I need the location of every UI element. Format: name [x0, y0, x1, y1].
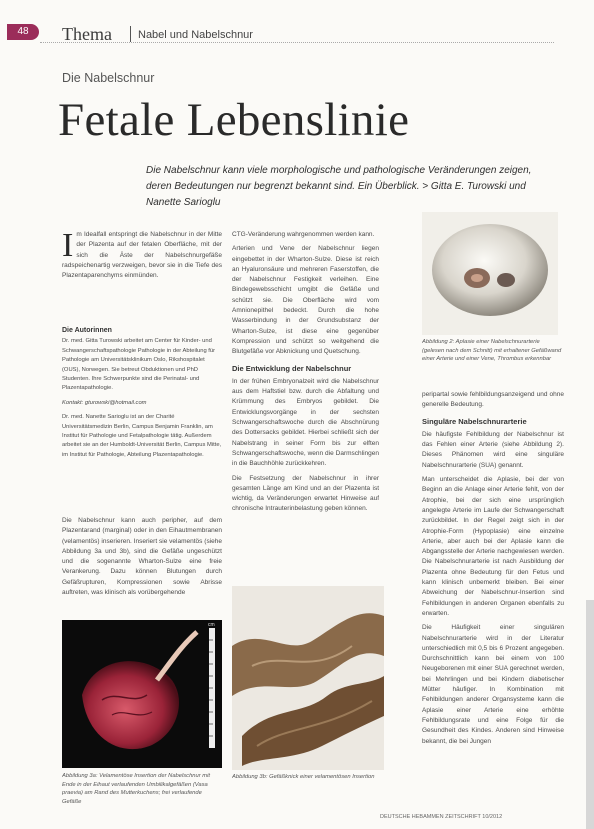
- scale-unit: cm: [208, 622, 215, 628]
- author-1-bio: Dr. med. Gitta Turowski arbeitet am Center für Kinder- und Schwangerschaftspathologie Pathologie in der Abteilung für Pathologie am Universitätsklinikum Oslo, Rikshospitalet (OUS), Norwegen. Sie betreut Obduktionen und PhD Studenten. Ihre Schwerpunkte sind die Perinatal- und Plazentapathologie.: [62, 338, 216, 392]
- article-overline: Die Nabelschnur: [62, 71, 155, 85]
- figure-3b-caption: Abbildung 3b: Gefäßknick einer velamentösen Insertion: [232, 774, 375, 780]
- paragraph: In der frühen Embryonalzeit wird die Nabelschnur aus dem Haftstiel bzw. durch die Abfaltung und Krümmung des Embryos gebildet. Die Entwicklungsvorgänge in der sechsten Schwangerschaftswoche durch die Abschnürung des Dottersacks gebildet. Hierbei schließt sich der Nabelstrang in seiner Form bis zur elften Schwangerschaftswoche, wenn die Darmschlingen in die Bauchhöhle zurückkehren.: [232, 377, 379, 468]
- figure-3a-caption: Abbildung 3a: Velamentöse Insertion der Nabelschnur mit Ende in der Eihaut verlaufenden Umbilikalgefäßen (Vasa praevia) am Rand des Mutterkuchens; frei verlaufende Gefäße: [62, 773, 211, 805]
- section-separator: [130, 26, 131, 42]
- subheading-sua: Singuläre Nabelschnurarterie: [422, 416, 527, 426]
- author-2-bio: Dr. med. Nanette Sarioglu ist an der Charité Universitätsmedizin Berlin, Campus Benjamin Franklin, am Institut für Pathologie und Fetalpathologie tätig. Außerdem arbeitet sie an der Humboldt-Universität Berlin, Campus Mitte, im Institut für Pathologie, Abteilung Plazentapathologie.: [62, 414, 222, 458]
- article-headline: Fetale Lebenslinie: [58, 94, 410, 146]
- velamentous-insertion-illustration: [62, 620, 222, 768]
- figure-2-caption: Abbildung 2: Aplasie einer Nabelschnurarterie (gelesen nach dem Schnitt) mit erhaltener Gefäßwand einer Arterie und einer Vene, Thrombus erkennbar: [422, 339, 562, 362]
- figure-3b-image: [232, 586, 384, 770]
- section-subtitle: Nabel und Nabelschnur: [138, 29, 253, 41]
- paragraph: peripartal sowie fehlbildungsanzeigend und ohne generelle Bedeutung.: [422, 391, 564, 409]
- umbilical-cross-section-illustration: [422, 212, 558, 335]
- paragraph: Die Häufigkeit einer singulären Nabelschnurarterie wird in der Literatur unterschiedlich mit 0,5 bis 6 Prozent angegeben. Durchschnittlich kann bei einem von 100 Neugeborenen mit einer SUA gerechnet werden, bei Mehrlingen und bei Kindern diabetischer Mütter häufiger. In Kombination mit Fehlbildungen anderer Organsysteme kann die Aplasie einer Arterie eine erhöhte Fehlbildungsrate und eine Folge für die Gesundheit des Kindes. Anderen sind Hinweise bekannt, die bei Jungen: [422, 624, 564, 745]
- column-3: [422, 390, 564, 815]
- page-number: 48: [17, 26, 29, 37]
- author-1-contact: Kontakt: gturowski@hotmail.com: [62, 399, 147, 406]
- page-edge-shadow: [586, 600, 594, 829]
- paragraph: Die häufigste Fehlbildung der Nabelschnur ist das Fehlen einer Arterie (siehe Abbildung 2). Dieses Phänomen wird eine singuläre Nabelschnurarterie (SUA) genannt.: [422, 430, 564, 469]
- vessel-kink-illustration: [232, 586, 384, 770]
- section-title: Thema: [62, 24, 112, 44]
- paragraph: Die Nabelschnur kann auch peripher, auf dem Plazentarand (marginal) oder in den Eihautmembranen (velamentös) inserieren. Inseriert sie velamentös (siehe Abbildung 3a und 3b), sind die Gefäße ungeschützt und die sogenannte Wharton-Sulze eine freie Verankerung. Dazu können Blutungen durch Gefäßrupturen, Kompressionen sowie Abrisse auftreten, was klinisch als vorübergehende: [62, 517, 222, 597]
- paragraph: Die Festsetzung der Nabelschnur in ihrer gesamten Länge am Kind und an der Plazenta ist wichtig, da Veränderungen erwartet Hinweise auf chronische Intrauterinbelastung geben können.: [232, 474, 379, 513]
- paragraph: Man unterscheidet die Aplasie, bei der von Beginn an die Anlage einer Arterie fehlt, von der Atrophie, bei der sich eine ursprünglich angelegte Arterie im Laufe der Schwangerschaft zurückbildet. In der Regel zeigt sich in der Atrophie-Form (Hypoplasie) eine einzelne Arterie, aber auch bei der Aplasie kann die Abgangsstelle der Arterie nachgewiesen werden. Die Nabelschnurarterie ist nach Ausbildung der Plazenta ohne Bedeutung für den Fetus und kann klinisch unbemerkt bleiben. Bei einer Abweichung der Nabelschnur-Insertion sind Fehlbildungen in anderen Organen ebenfalls zu erwarten.: [422, 476, 564, 617]
- authors-box: [62, 326, 222, 465]
- page-footer: DEUTSCHE HEBAMMEN ZEITSCHRIFT 10/2012: [380, 814, 503, 820]
- page-number-badge: [7, 24, 39, 40]
- figure-3a-image: [62, 620, 222, 768]
- figure-2-image: [422, 212, 558, 335]
- article-lead: Die Nabelschnur kann viele morphologische und pathologische Veränderungen zeigen, deren Bedeutungen nur begrenzt bekannt sind. Ein Überblick. > Gitta E. Turowski und Nanette Sarioglu: [146, 165, 532, 208]
- column-1-continued: [62, 516, 222, 618]
- paragraph: Arterien und Vene der Nabelschnur liegen eingebettet in der Wharton-Sulze. Diese ist reich an Hyaluronsäure und mehreren Faserstoffen, die der Nabelschnur Festigkeit verleihen. Eine Bindegewebsschicht umgibt die Gefäße und schützt sie. Die Oberfläche wird vom Amnionepithel bedeckt. Durch die hohe Wasserbindung in der Grundsubstanz der Wharton-Sulze, ist diese eine gegenüber Kompression und schützt so weitgehend die Blutgefäße vor Abknickung und Quetschung.: [232, 245, 379, 356]
- paragraph: CTG-Veränderung wahrgenommen werden kann.: [232, 231, 375, 238]
- drop-cap: I: [62, 230, 74, 264]
- intro-text: m Idealfall entspringt die Nabelschnur in der Mitte der Plazenta auf der fetalen Oberfläche, mit der sich die Äste der Nabelschnurgefäße radspeichenartig verzweigen, bevor sie in die Tiefe des Plazentaparenchyms einmünden.: [62, 231, 222, 280]
- column-2: [232, 230, 379, 575]
- header-divider: [40, 42, 554, 43]
- column-1-intro: [62, 230, 222, 312]
- authors-heading: Die Autorinnen: [62, 327, 112, 334]
- subheading-development: Die Entwicklung der Nabelschnur: [232, 363, 352, 373]
